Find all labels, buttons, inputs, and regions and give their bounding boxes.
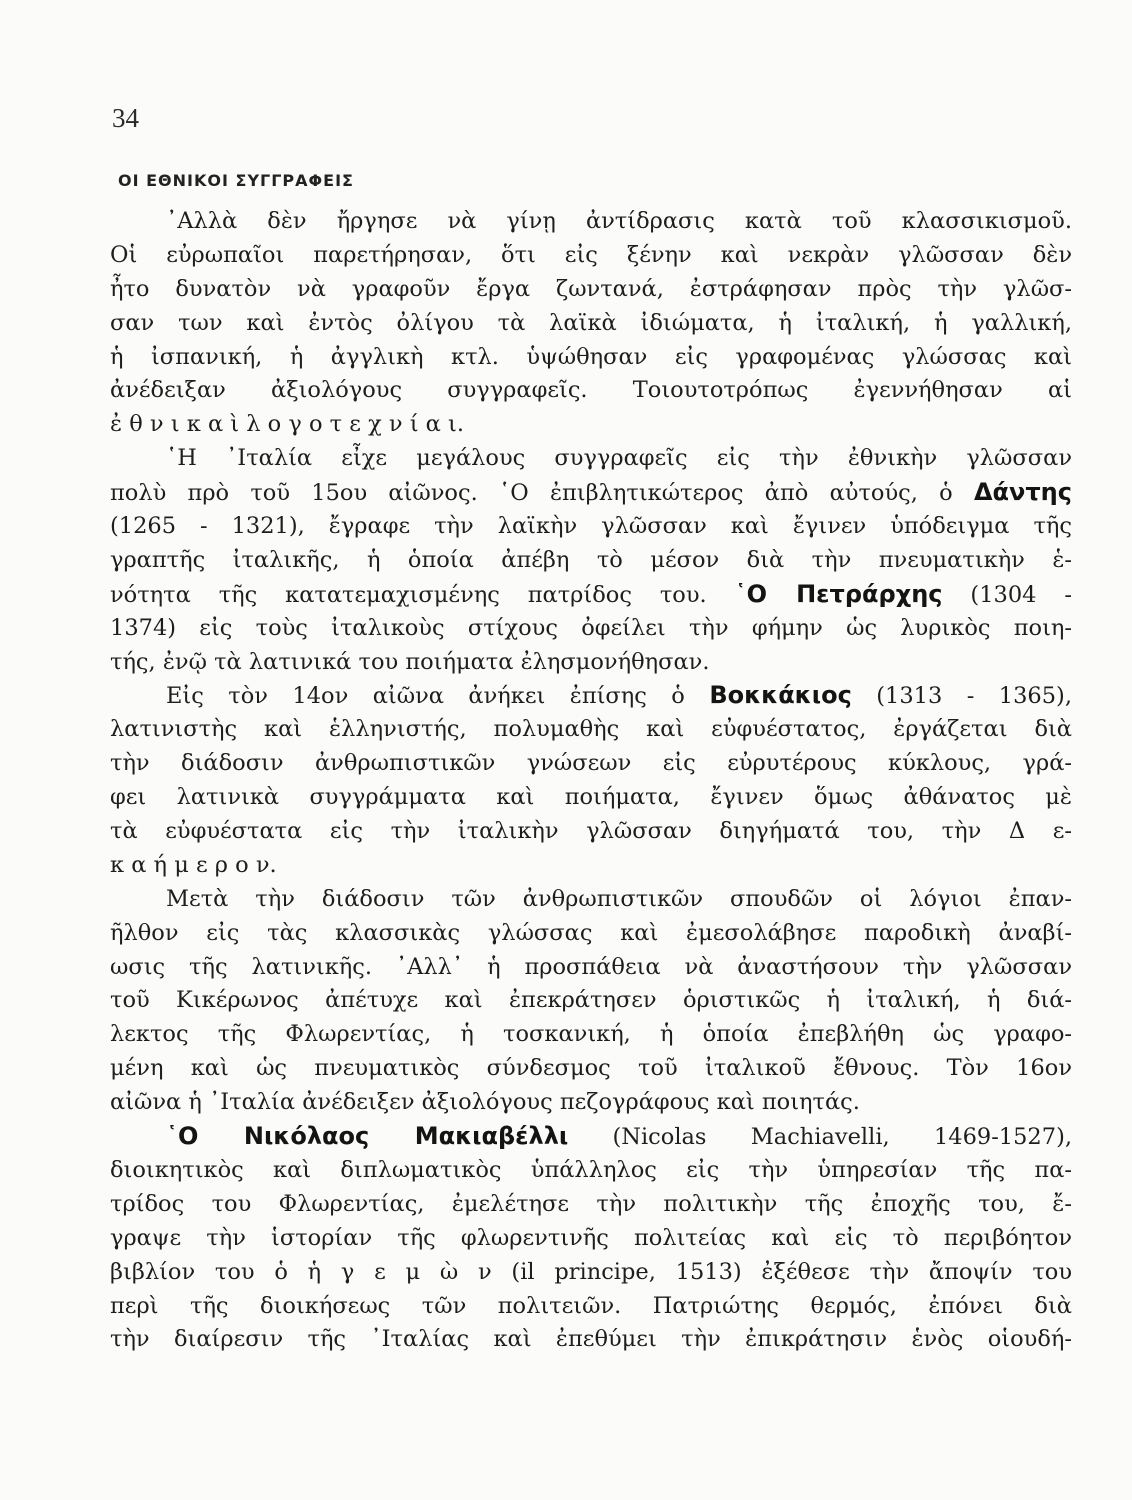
name-petrarch: ῾Ο Πετράρχης: [734, 579, 943, 608]
text-line: φει λατινικὰ συγγράμματα καὶ ποιήματα, ἔγινεν ὅμως ἀθάνατος μὲ: [110, 784, 1072, 811]
text-line: περὶ τῆς διοικήσεως τῶν πολιτειῶν. Πατριώτης θερμός, ἐπόνει διὰ: [110, 1292, 1072, 1319]
text-segment: (1304 -: [942, 581, 1072, 608]
text-line: μένη καὶ ὡς πνευματικὸς σύνδεσμος τοῦ ἰταλικοῦ ἔθνους. Τὸν 16ον: [110, 1055, 1072, 1082]
text-line: [110, 578, 1072, 612]
text-segment: (1313 - 1365),: [851, 683, 1072, 710]
text-line: τρίδος του Φλωρεντίας, ἐμελέτησε τὴν πολιτικὴν τῆς ἐποχῆς του, ἔ-: [110, 1190, 1072, 1217]
name-machiavelli: ῾Ο Νικόλαος Μακιαβέλλι: [166, 1122, 569, 1151]
text-line: ᾿Αλλὰ δὲν ἤργησε νὰ γίνῃ ἀντίδρασις κατὰ τοῦ κλασσικισμοῦ.: [166, 208, 1072, 234]
text-line: [110, 1120, 1072, 1154]
text-line: ῾Η ᾿Ιταλία εἶχε μεγάλους συγγραφεῖς εἰς τὴν ἐθνικὴν γλῶσσαν: [166, 445, 1072, 472]
text-line: βιβλίον του ὁ ἡ γ ε μ ὼ ν (il principe, 1513) ἐξέθεσε τὴν ἄποψίν του: [110, 1258, 1072, 1285]
text-line: λατινιστὴς καὶ ἑλληνιστής, πολυμαθὴς καὶ εὐφυέστατος, ἐργάζεται διὰ: [110, 716, 1072, 743]
text-line: ωσις τῆς λατινικῆς. ᾿Αλλ᾿ ἡ προσπάθεια νὰ ἀναστήσουν τὴν γλῶσσαν: [110, 953, 1072, 980]
text-line: ἦτο δυνατὸν νὰ γραφοῦν ἔργα ζωντανά, ἐστράφησαν πρὸς τὴν γλῶσ-: [110, 275, 1072, 302]
name-boccaccio: Βοκκάκιος: [709, 681, 852, 710]
text-segment: πολὺ πρὸ τοῦ 15ου αἰῶνος. ῾Ο ἐπιβλητικώτερος ἀπὸ αὐτούς, ὁ: [110, 480, 974, 507]
text-line: [110, 476, 1072, 510]
text-line: αἰῶνα ἡ ᾿Ιταλία ἀνέδειξεν ἀξιολόγους πεζογράφους καὶ ποιητάς.: [110, 1089, 860, 1116]
text-line: (1265 - 1321), ἔγραφε τὴν λαϊκὴν γλῶσσαν καὶ ἔγινεν ὑπόδειγμα τῆς: [110, 513, 1072, 540]
text-line: γραψε τὴν ἱστορίαν τῆς φλωρεντινῆς πολιτείας καὶ εἰς τὸ περιβόητον: [110, 1224, 1072, 1251]
body-text: [110, 205, 1072, 1357]
text-line: Οἱ εὐρωπαῖοι παρετήρησαν, ὅτι εἰς ξένην καὶ νεκρὰν γλῶσσαν δὲν: [110, 241, 1072, 268]
text-line: ῆλθον εἰς τὰς κλασσικὰς γλώσσας καὶ ἐμεσολάβησε παροδικὴ ἀναβί-: [110, 919, 1072, 946]
text-line: τὰ εὐφυέστατα εἰς τὴν ἰταλικὴν γλῶσσαν διηγήματά του, τὴν Δ ε-: [110, 818, 1072, 845]
text-line: ἐ θ ν ι κ α ὶ λ ο γ ο τ ε χ ν ί α ι.: [110, 411, 464, 438]
text-line: λεκτος τῆς Φλωρεντίας, ἡ τοσκανική, ἡ ὁποία ἐπεβλήθη ὡς γραφο-: [110, 1021, 1072, 1048]
text-line: γραπτῆς ἰταλικῆς, ἡ ὁποία ἀπέβη τὸ μέσον διὰ τὴν πνευματικὴν ἑ-: [110, 546, 1072, 573]
text-line: ἀνέδειξαν ἀξιολόγους συγγραφεῖς. Τοιουτοτρόπως ἐγεννήθησαν αἱ: [110, 377, 1072, 404]
page-number: 34: [112, 103, 139, 133]
text-line: διοικητικὸς καὶ διπλωματικὸς ὑπάλληλος εἰς τὴν ὑπηρεσίαν τῆς πα-: [110, 1156, 1072, 1183]
text-segment: Εἰς τὸν 14ον αἰῶνα ἀνήκει ἐπίσης ὁ: [166, 683, 710, 710]
text-line: σαν των καὶ ἐντὸς ὀλίγου τὰ λαϊκὰ ἰδιώματα, ἡ ἰταλική, ἡ γαλλική,: [110, 309, 1072, 336]
text-line: κ α ή μ ε ρ ο ν.: [110, 851, 277, 878]
text-line: τής, ἐνῷ τὰ λατινικά του ποιήματα ἐλησμονήθησαν.: [110, 648, 710, 675]
text-line: τὴν διάδοσιν ἀνθρωπιστικῶν γνώσεων εἰς εὐρυτέρους κύκλους, γρά-: [110, 750, 1072, 777]
text-segment: (Nicolas Machiavelli, 1469-1527),: [568, 1124, 1072, 1151]
text-segment: νότητα τῆς κατατεμαχισμένης πατρίδος του.: [110, 581, 735, 608]
text-line: τὴν διαίρεσιν τῆς ᾿Ιταλίας καὶ ἐπεθύμει τὴν ἐπικράτησιν ἑνὸς οἱουδή-: [110, 1326, 1072, 1353]
text-line: 1374) εἰς τοὺς ἰταλικοὺς στίχους ὀφείλει τὴν φήμην ὡς λυρικὸς ποιη-: [110, 614, 1072, 641]
text-line: [110, 679, 1072, 713]
text-line: τοῦ Κικέρωνος ἀπέτυχε καὶ ἐπεκράτησεν ὁριστικῶς ἡ ἰταλική, ἡ διά-: [110, 987, 1072, 1014]
text-line: ἡ ἰσπανική, ἡ ἀγγλικὴ κτλ. ὑψώθησαν εἰς γραφομένας γλώσσας καὶ: [110, 343, 1072, 370]
running-head: ΟΙ ΕΘΝΙΚΟΙ ΣΥΓΓΡΑΦΕΙΣ: [118, 171, 354, 190]
name-dante: Δάντης: [973, 478, 1072, 507]
text-line: Μετὰ τὴν διάδοσιν τῶν ἀνθρωπιστικῶν σπουδῶν οἱ λόγιοι ἐπαν-: [166, 885, 1072, 912]
